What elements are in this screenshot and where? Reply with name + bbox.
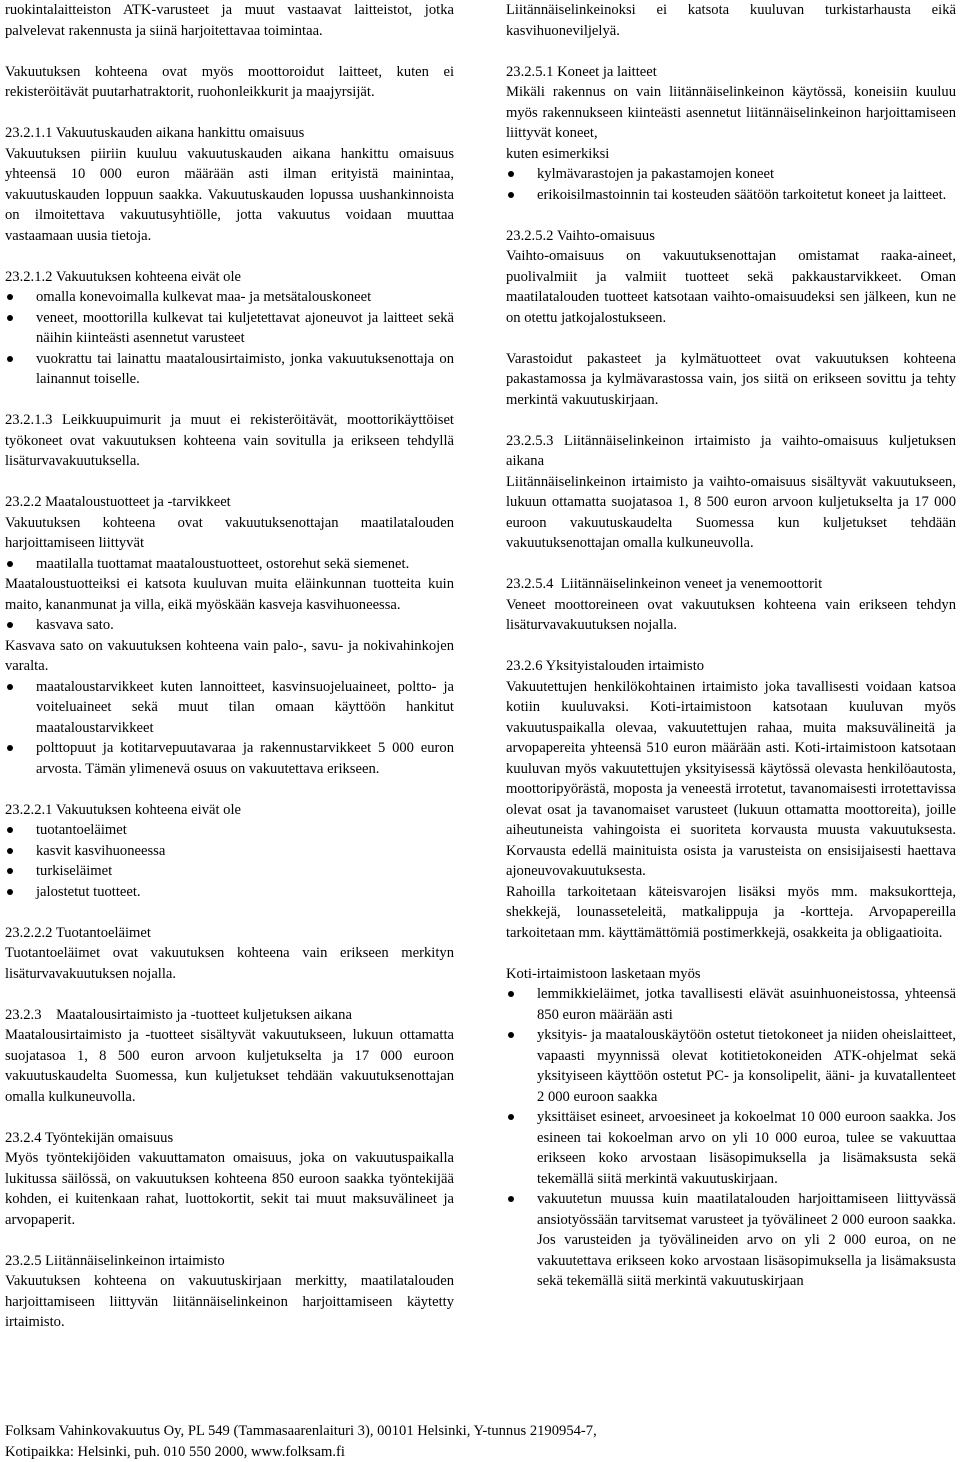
list-item: lemmikkieläimet, jotka tavallisesti elävät asuinhuoneistossa, yhteensä 850 euron määrään asti [506, 984, 956, 1025]
section-heading: 23.2.5.3 Liitännäiselinkeinon irtaimisto ja vaihto-omaisuus kuljetuksen aikana [506, 432, 956, 469]
section-heading: 23.2.5.1 Koneet ja laitteet [506, 63, 657, 80]
intro-paragraph: Vakuutuksen kohteena ovat myös moottoroidut laitteet, kuten ei rekisteröitävät puutarhatraktorit, ruohonleikkurit ja maajyrsijät. [5, 63, 454, 100]
list-item: vuokrattu tai lainattu maatalousirtaimisto, jonka vakuutuksenottaja on lainannut toiselle. [5, 349, 454, 390]
section-body: Vakuutuksen piiriin kuuluu vakuutuskauden aikana hankittu omaisuus yhteensä 10 000 euron määrään asti ilman erityistä mainintaa, vakuutuskauden loppuun saakka. Vakuutuskauden lopussa uushankinnoista on ilmoitettava vakuutusyhtiölle, jotta vakuutus voidaan muuttaa vastaamaan uusia tietoja. [5, 145, 454, 244]
section-body: Maatalousirtaimisto ja -tuotteet sisältyvät vakuutukseen, lukuun ottamatta suojatasoa 1, 8 500 euron arvoon kuljetukselta ja 17 000 euroon vakuutuskaudelta Suomessa, kun kuljetukset tehdään vakuutuksenottajan omalla kulkuneuvolla. [5, 1027, 454, 1105]
section-body: Rahoilla tarkoitetaan käteisvarojen lisäksi myös mm. maksukortteja, shekkejä, lounasseteleitä, matkalippuja ja -kortteja. Arvopapereilla tarkoitetaan mm. käyttämättömiä postimerkkejä, osakkeita ja obligaatioita. [506, 883, 956, 941]
section-heading: 23.2.5.2 Vaihto-omaisuus [506, 227, 655, 244]
list-item: maataloustarvikkeet kuten lannoitteet, kasvinsuojeluaineet, poltto- ja voiteluaineet sekä muut tilan omaan käyttöön hankitut maataloustarvikkeet [5, 677, 454, 739]
list-item: jalostetut tuotteet. [5, 882, 454, 903]
section-body: Maataloustuotteiksi ei katsota kuuluvan muita eläinkunnan tuotteita kuin maito, kananmunat ja villa, eikä myöskään kasveja kasvihuoneessa. [5, 576, 454, 613]
section-body: Vaihto-omaisuus on vakuutuksenottajan omistamat raaka-aineet, puolivalmiit ja valmiit tuotteet sekä pakkaustarvikkeet. Oman maatilatalouden tuotteet katsotaan vaihto-omaisuudeksi sen jälkeen, kun ne on otettu jatkojalostukseen. [506, 248, 956, 326]
section-body: Varastoidut pakasteet ja kylmätuotteet ovat vakuutuksen kohteena pakastamossa ja kylmävarastossa vain, jos siitä on erikseen sovittu ja tehty merkintä vakuutuskirjaan. [506, 350, 956, 408]
list-item: vakuutetun muussa kuin maatilatalouden harjoittamiseen liittyvässä ansiotyössään tarvitsemat varusteet ja työvälineet 2 000 euroon saakka. Jos varusteiden ja työvälineiden arvo on yli 2 000 euroa, on ne vakuutettava erikseen koko arvostaan lisäsopimuksella ja lisämaksusta sekä tekemällä siitä merkintä vakuutuskirjaan [506, 1189, 956, 1292]
section-body: Vakuutettujen henkilökohtainen irtaimisto joka tavallisesti voidaan katsoa kotiin kuuluvaksi. Koti-irtaimistoon katsotaan kuuluvan myös vakuutuspaikalla olevaa, vakuutettujen rahaa, muita maksuvälineitä ja arvopapereita yhteensä 510 euron määrään asti. Koti-irtaimistoon katsotaan kuuluvan myös vakuutettujen yksityisessä käytössä olevasta henkilöautosta, moottoripyörästä, moposta ja veneestä irrotetut, tavanomaisesti irrotettavissa olevat osat ja tavanomaiset varusteet (lukuun ottamatta moottoreita), joille aiheutuneista vahingoista ei suoriteta korvausta muusta vakuutuksesta. Korvausta edellä mainituista osista ja varusteista on ensisijaisesti haettava ajoneuvovakuutuksesta. [506, 678, 956, 879]
bullet-list [5, 554, 454, 575]
section-heading: 23.2.5 Liitännäiselinkeinon irtaimisto [5, 1252, 225, 1269]
list-item: polttopuut ja kotitarvepuutavaraa ja rakennustarvikkeet 5 000 euron arvosta. Tämän ylimenevä osuus on vakuutettava erikseen. [5, 738, 454, 779]
bullet-list [506, 164, 956, 205]
list-item: tuotantoeläimet [5, 820, 454, 841]
bullet-list [5, 287, 454, 390]
list-item: omalla konevoimalla kulkevat maa- ja metsätalouskoneet [5, 287, 454, 308]
section-heading: Koti-irtaimistoon lasketaan myös [506, 965, 701, 982]
section-body: Vakuutuksen kohteena ovat vakuutuksenottajan maatilatalouden harjoittamiseen liittyvät [5, 514, 454, 551]
left-column [5, 0, 454, 1333]
section-body: Tuotantoeläimet ovat vakuutuksen kohteena vain erikseen merkityn lisäturvavakuutuksen nojalla. [5, 945, 454, 982]
section-body: 23.2.1.3 Leikkuupuimurit ja muut ei rekisteröitävät, moottorikäyttöiset työkoneet ovat vakuutuksen kohteena vain sovitulla ja erikseen tehdyllä lisäturvavakuutuksella. [5, 412, 454, 469]
section-heading: 23.2.3 Maatalousirtaimisto ja -tuotteet kuljetuksen aikana [5, 1006, 352, 1023]
section-heading: 23.2.1.1 Vakuutuskauden aikana hankittu omaisuus [5, 125, 305, 141]
list-item: kasvit kasvihuoneessa [5, 841, 454, 862]
section-body: Vakuutuksen kohteena on vakuutuskirjaan merkitty, maatilatalouden harjoittamiseen liittyvän liitännäiselinkeinon harjoittamiseen käytetty irtaimisto. [5, 1273, 454, 1330]
section-body: Kasvava sato on vakuutuksen kohteena vain palo-, savu- ja nokivahinkojen varalta. [5, 637, 454, 674]
section-heading: 23.2.1.2 Vakuutuksen kohteena eivät ole [5, 268, 242, 285]
list-item: kylmävarastojen ja pakastamojen koneet [506, 164, 956, 185]
section-body: Liitännäiselinkeinoksi ei katsota kuuluvan turkistarhausta eikä kasvihuoneviljelyä. [506, 2, 956, 39]
bullet-list [506, 984, 956, 1292]
section-body: Veneet moottoreineen ovat vakuutuksen kohteena vain erikseen tehdyn lisäturvavakuutuksen nojalla. [506, 596, 956, 633]
section-heading: 23.2.6 Yksityistalouden irtaimisto [506, 658, 705, 674]
right-column [506, 0, 956, 1292]
list-item: veneet, moottorilla kulkevat tai kuljetettavat ajoneuvot ja laitteet sekä näihin kiinteästi asennetut varusteet [5, 308, 454, 349]
bullet-list [5, 615, 454, 636]
section-heading: 23.2.2.2 Tuotantoeläimet [5, 924, 151, 941]
section-body: Myös työntekijöiden vakuuttamaton omaisuus, joka on vakuutuspaikalla lukitussa säilössä, on vakuutuksen kohteena 850 euroon saakka työntekijää kohden, ei kuitenkaan rahat, luottokortit, sekit tai muut maksuvälineet ja arvopaperit. [5, 1150, 454, 1228]
section-heading: 23.2.4 Työntekijän omaisuus [5, 1129, 174, 1146]
section-body: Liitännäiselinkeinon irtaimisto ja vaihto-omaisuus sisältyvät vakuutukseen, lukuun ottamatta suojatasoa 1, 8 500 euron arvoon kuljetukselta ja 17 000 euroon vakuutuskaudelta Suomessa kun kuljetukset tehdään vakuutuksenottajan omalla kulkuneuvolla. [506, 473, 956, 551]
section-body: Mikäli rakennus on vain liitännäiselinkeinon käytössä, koneisiin kuuluu myös rakennukseen kiinteästi asennetut liitännäiselinkeinon harjoittamiseen liittyvät koneet, [506, 84, 956, 141]
section-heading: 23.2.5.4 Liitännäiselinkeinon veneet ja venemoottorit [506, 576, 823, 592]
list-item: maatilalla tuottamat maataloustuotteet, ostorehut sekä siemenet. [5, 554, 454, 575]
list-item: yksityis- ja maatalouskäytöön ostetut tietokoneet ja niiden oheislaitteet, vapaasti myynnissä olevat kotitietokoneiden ATK-ohjelmat sekä yksityiseen käyttöön ostetut PC- ja konsolipelit, ääni- ja kuvatallenteet 2 000 euroon saakka [506, 1025, 956, 1107]
intro-paragraph: ruokintalaitteiston ATK-varusteet ja muut vastaavat laitteistot, jotka palvelevat rakennusta ja siinä harjoitettavaa toimintaa. [5, 2, 454, 39]
section-heading: 23.2.2.1 Vakuutuksen kohteena eivät ole [5, 801, 242, 818]
list-item: erikoisilmastoinnin tai kosteuden säätöön tarkoitetut koneet ja laitteet. [506, 185, 956, 206]
footer-line: Folksam Vahinkovakuutus Oy, PL 549 (Tammasaarenlaituri 3), 00101 Helsinki, Y-tunnus 2190954-7, [5, 1423, 597, 1439]
page-footer [5, 1421, 945, 1462]
bullet-list [5, 677, 454, 780]
list-item: kasvava sato. [5, 615, 454, 636]
list-item: turkiseläimet [5, 861, 454, 882]
bullet-list [5, 820, 454, 902]
footer-line: Kotipaikka: Helsinki, puh. 010 550 2000, www.folksam.fi [5, 1443, 345, 1460]
list-item: yksittäiset esineet, arvoesineet ja kokoelmat 10 000 euroon saakka. Jos esineen tai kokoelman arvo on yli 10 000 euroa, tulee se vakuuttaa erikseen koko arvostaan lisäsopimuksella ja lisämaksusta sekä tekemällä siitä merkintä vakuutuskirjaan. [506, 1107, 956, 1189]
section-heading: 23.2.2 Maataloustuotteet ja -tarvikkeet [5, 494, 231, 510]
section-body: kuten esimerkiksi [506, 145, 610, 162]
